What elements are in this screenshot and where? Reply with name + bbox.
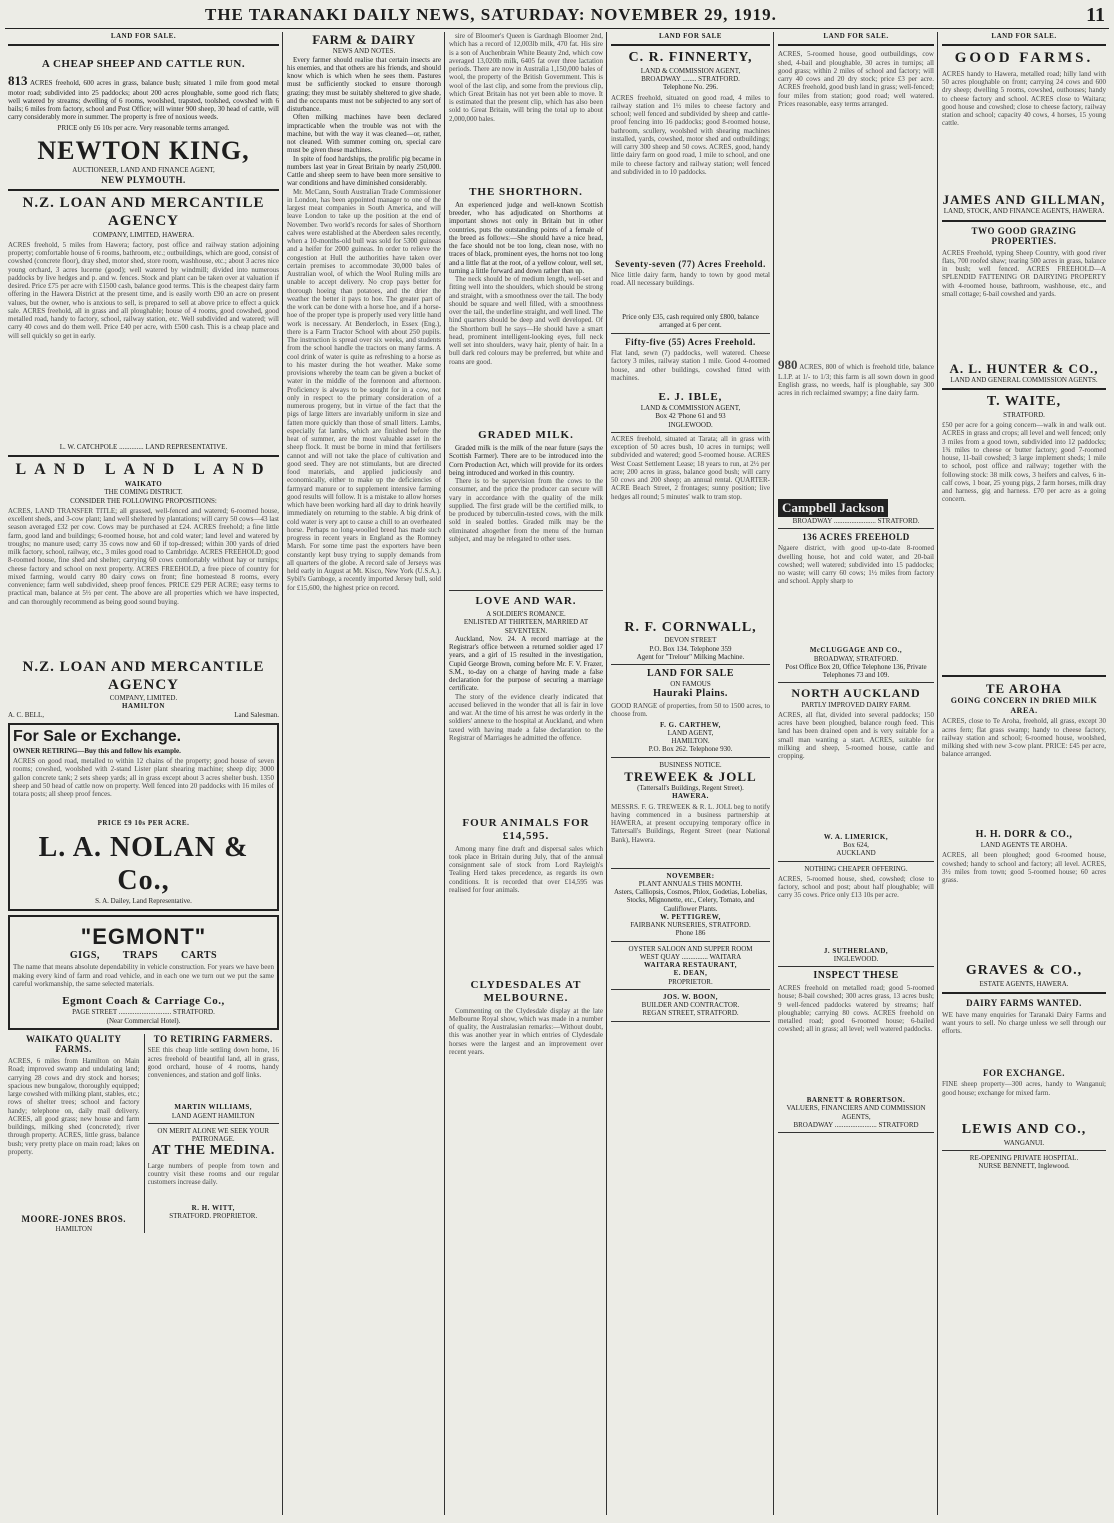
clydesdales-article: Commenting on the Clydesdale display at the late Melbourne Royal show, which was made in a number of quality, the Australasian remarks:—Without doubt, this was another year in which entries of Clydesdale horses were the largest and an improvement over recent years.: [449, 1006, 603, 1056]
for-exchange-body: FINE sheep property—300 acres, handy to Wanganui; good house; exchange for mixed farm.: [942, 1080, 1106, 1097]
col6-section: LAND FOR SALE.: [991, 32, 1057, 40]
treweek-ad: [611, 758, 770, 869]
column-3: [446, 32, 607, 1515]
cornwall-name: R. F. CORNWALL,: [624, 619, 757, 635]
trelour-agent: Agent for "Trelour" Milking Machine.: [636, 652, 745, 661]
column-4: [608, 32, 774, 1515]
barnett-name: BARNETT & ROBERTSON.: [806, 1096, 906, 1105]
te-aroha: TE AROHA: [985, 681, 1063, 697]
waite-town: STRATFORD.: [1003, 410, 1045, 419]
pettigrew-phone: Phone 186: [675, 929, 706, 938]
consider-label: CONSIDER THE FOLLOWING PROPOSITIONS:: [70, 496, 217, 505]
mclug-box: Post Office Box 20, Office Telephone 136, Private Telephones 73 and 109.: [785, 662, 927, 680]
nolan-name: L. A. NOLAN & Co.,: [38, 832, 249, 897]
dairy-wanted: DAIRY FARMS WANTED.: [966, 998, 1082, 1009]
finnerty-listings: ACRES freehold, situated on good road, 4 miles to railway station and 1½ miles to cheese factory and school; well fenced and subdivided by sheep and cattle-proof fencing into 16 paddocks; good 8-roomed house, bathroom, scullery, woolshed with shearing machines installed, yards, cowshed, motor shed and outbuildings; will carry 300 sheep and 50 cows. ACRES, good, handy little dairy farm on good road, 1 mile to school, and one mile to cheese factory and railway station; well fenced and subdivided in to 10 paddocks.: [611, 93, 770, 176]
te-aroha-body: ACRES, close to Te Aroha, freehold, all grass, except 30 acres fern; flat grass swamp; handy to cheese factory, railway station and school; 6-roomed house, woolshed, milking shed with new 3-cow plant. PRICE: £45 per acre, balance arranged.: [942, 717, 1106, 759]
ible-box: Box 42 'Phone 61 and 93: [655, 412, 726, 421]
to-farmers-heading: TO RETIRING FARMERS.: [153, 1033, 273, 1044]
ible-name: E. J. IBLE,: [658, 391, 723, 404]
seventy-seven-price: Price only £35, cash required only £800, balance arranged at 6 per cent.: [622, 313, 759, 330]
mclug-name: McCLUGGAGE AND CO.,: [809, 646, 903, 655]
inspect-these: INSPECT THESE: [813, 970, 899, 982]
dean-sub: PROPRIETOR.: [668, 977, 713, 986]
fifty-five-ad: [611, 334, 770, 433]
retiring-ad: [144, 1034, 280, 1233]
graded-milk-article: Graded milk is the milk of the near future (says the Scottish Farmer). There are to be introduced into the Corn Production Act, which will provide for its orders being introduced and worked in this country.: [449, 444, 603, 477]
mclug-ad: [778, 529, 934, 684]
seventy-seven-body: Nice little dairy farm, handy to town by good metal road. All necessary buildings.: [611, 271, 770, 288]
waikato-propositions: ACRES, LAND TRANSFER TITLE; all grassed, well-fenced and watered; 6-roomed house, excellent sheds, and 3-cow plant; land well sheltered by plantations; will carry 50 cows—43 last season averaged £32 per cow. Cows may be purchased at £24. ACRES freehold; a fine little farm, good land and buildings; 6-roomed house, hot and cold water; land level and watered by troughs; no manure used; carry 35 cows now and 60 if top-dressed; within 300 yards of dried milk factory, school, railway, etc., 3 miles good road to Cambridge. ACRES FREEHOLD; good 8-roomed house, fine shed and shelter; carrying 60 cows comfortably without hay or turnips; cheese factory and school on next property. ACRES FREEHOLD, a free piece of country for mixed farming, would carry 80 dairy cows on front; fine homestead 8 rooms, every convenience; farm well subdivided, sheep proof fences. PRICE £29 PER ACRE; easy terms to practical man, balance at 5½ per cent. The above are all properties which we have inspected, and can thoroughly recommend as being good sound buying.: [8, 506, 279, 606]
graded-milk-article-2: There is to be supervision from the cows to the consumer, and the price the producer can secure will vary in accordance with the quality of the milk supplied. The first grade will be the certified milk, to be produced by tuberculin-tested cows, with the milk sold in sealed bottles. Graded milk may be the eliminated altogether from the menu of the human subject, and may be relegated to other uses.: [449, 477, 603, 543]
annuals-list: Asters, Calliopsis, Cosmos, Phlox, Godetias, Lobelias, Stocks, Mignonette, etc., Celery, Tomato, and Cauliflower Plants.: [613, 888, 768, 913]
moore-jones: MOORE-JONES BROS.: [21, 1214, 126, 1225]
hawera-listings: ACRES freehold, 5 miles from Hawera; factory, post office and railway station adjoining property; comfortable house of 6 rooms, bathroom, etc.; outbuildings, which are good, consist of cowshed (concrete floor), dray shed, motor shed, store room, washhouse, etc.; about 3 acres nice young orchard, 3 acres lucerne (good); well watered by windmill; divided into numerous paddocks by live hedges and p. and w. fences. Stock and plant can be taken over at valuation if desired. Price £75 per acre with £1500 cash, balance good terms. This is the cheapest dairy farm offering in the Hawera District at the present time, and is easily worth £90 an acre on present values, but the owner, who is anxious to sell, is prepared to sell at above price to effect a quick sale. ACRES freehold, all in grass and all ploughable; house of 4 rooms, good cowshed, good metalled road, handy to factory, school, railway station, etc. Well subdivided and watered; will carry 40 cows and do them well. Price £40 per acre, with £500 cash. This is a cheap place and will sell quickly so get in early.: [8, 240, 279, 340]
pettigrew-ad: [611, 869, 770, 942]
cornwall-addr: DEVON STREET: [664, 636, 717, 645]
carthew-town: HAMILTON.: [671, 737, 710, 746]
good-farms-body: ACRES handy to Hawera, metalled road; hilly land with 50 acres ploughable on front; carrying 24 cows and 600 dry sheep; dwelling 5 rooms, cowshed, outhouses; handy to cheese factory and school. ACRES close to Waitara; good house and cowshed; close to cheese factory, railway station and school; capacity 40 cows, 4 horses, 15 young cattle.: [942, 69, 1106, 128]
farm-article-3: In spite of food hardships, the prolific pig became in numbers last year in Great Britain by nearly 250,000. Cattle and sheep seem to have been more sensitive to war conditions and have diminished considerably.: [287, 154, 441, 188]
james-sub: LAND, STOCK, AND FINANCE AGENTS, HAWERA.: [943, 207, 1105, 216]
moore-jones-sub: HAMILTON: [55, 1224, 93, 1233]
business-notice: BUSINESS NOTICE.: [659, 760, 722, 769]
seventy-seven-heading: Seventy-seven (77) Acres Freehold.: [615, 258, 766, 269]
to-farmers-body: SEE this cheap little settling down home, 16 acres freehold of beautiful land, all in grass, good orchard, house of 4 rooms, handy conveniences, and station and golf links.: [147, 1046, 279, 1080]
masthead-title: THE TARANAKI DAILY NEWS, SATURDAY: NOVEMBER 29, 1919.: [205, 5, 777, 24]
farm-dairy-heading: FARM & DAIRY: [312, 32, 416, 47]
news-notes-heading: NEWS AND NOTES.: [332, 47, 396, 56]
barnett-sub: VALUERS, FINANCIERS AND COMMISSION AGENTS,: [786, 1104, 926, 1121]
waikato-label: WAIKATO: [124, 480, 163, 489]
barnett-addr: BROADWAY ........................ STRATFORD: [793, 1120, 919, 1129]
sutherland-town: INGLEWOOD.: [833, 955, 879, 964]
oyster-ad: [611, 942, 770, 990]
witt-name: R. H. WITT,: [191, 1203, 235, 1212]
for-exchange: FOR EXCHANGE.: [982, 1067, 1065, 1078]
soldiers-romance: A SOLDIER'S ROMANCE.: [486, 610, 566, 619]
acres-136: 136 ACRES FREEHOLD: [802, 531, 910, 542]
finnerty-name: C. R. FINNERTY,: [628, 50, 753, 66]
waikato-farms-ad: [8, 1034, 140, 1233]
grazing-body: ACRES Freehold, typing Sheep Country, with good river flats, 700 roofed shaw; tearing 500 acres in grass, balance in bush; well fenced. ACRES FREEHOLD—A SPLENDID FATTENING OR DAIRYING PROPERTY with 4-roomed house, bathroom, washhouse, etc., and small cottage; 6-bail cowshed and yards.: [942, 248, 1106, 298]
waikato-farms-body: ACRES, 6 miles from Hamilton on Main Road; improved swamp and undulating land; carrying 28 cows and dry stock and horses; spacious new bungalow, thoroughly equipped; large cowshed with milking plant, stables, etc.; rows of shelter trees; school and factory handy; telephone on, daily mail delivery. ACRES, all good grass; new house and farm buildings, milking shed (concreted); river through property. ACRES, little grass, balance bush; very pretty place on main road; lakes on property.: [8, 1057, 140, 1156]
section-heading: LAND FOR SALE.: [110, 32, 177, 40]
run-heading: A CHEAP SHEEP AND CATTLE RUN.: [41, 58, 246, 71]
nz-loan2-heading: N.Z. LOAN AND MERCANTILE AGENCY: [22, 658, 265, 693]
boon-sub: BUILDER AND CONTRACTOR.: [641, 1001, 740, 1010]
hunter-sub: LAND AND GENERAL COMMISSION AGENTS.: [950, 376, 1098, 385]
egmont-body: The name that means absolute dependability in vehicle construction. For years we have been making every kind of farm and road vehicle, and in each one we turn out we put the same careful workmanship, the same selected materials.: [13, 963, 274, 988]
plant-annuals: PLANT ANNUALS THIS MONTH.: [638, 879, 743, 888]
medina-body: Large numbers of people from town and country visit these rooms and our regular customers increase daily.: [147, 1161, 279, 1187]
egmont-firm: Egmont Coach & Carriage Co.,: [62, 995, 225, 1008]
land-heading: LAND LAND LAND: [15, 461, 272, 479]
run-listing: 813 ACRES freehold, 600 acres in grass, balance bush; situated 1 mile from good metal motor road; subdivided into 25 paddocks; about 200 acres ploughable, some good rich flats; well watered by streams; dwelling of 6 rooms, woolshed, trapsted, toolshed, cowshed with 6 bails; 6 miles from factory, school and Post Office; will winter 900 sheep, 30 head of cattle, will carry considerably more in summer. The property is free of noxious weeds.: [8, 73, 279, 122]
run-price: PRICE only £6 10s per acre. Very reasonable terms arranged.: [57, 123, 230, 132]
nolan-sub: S. A. Dailey, Land Representative.: [95, 897, 192, 906]
love-war-article: Auckland, Nov. 24. A record marriage at the Registrar's office between a returned soldier aged 17 years, and a girl of 15 resulted in the investigation, Cupid George Brown, coming before Mr. F. V. Frazer, S.M., to-day on a charge of having made a false declaration for the purpose of securing a marriage certificate.: [449, 634, 603, 693]
newton-king-name: NEWTON KING,: [37, 135, 250, 165]
for-sale-heading: For Sale or Exchange.: [13, 727, 182, 745]
witt-sub: STRATFORD. PROPRIETOR.: [169, 1212, 258, 1221]
on-famous: ON FAMOUS: [670, 680, 711, 689]
graded-milk-heading: GRADED MILK.: [478, 429, 574, 442]
for-sale-body: ACRES on good road, metalled to within 12 chains of the property; good house of seven rooms; cowshed, woolshed with 2-stand Lister plant shearing machine; sheep dip; 3000 gallon concrete tank; 2 sets sheep yards; all in grass except about 3 acres shelter bush. 1350 sheep and 50 head of cattle now on property. Well fenced into 20 paddocks with 16 miles of totara posts; all sheep proof fences.: [13, 757, 274, 799]
pettigrew-name: W. PETTIGREW,: [660, 912, 721, 921]
inspect-body: ACRES freehold on metalled road; good 5-roomed house; 8-bail cowshed; 300 acres grass, 13 acres bush; 9 well-fenced paddocks watered by streams; half ploughable; carrying 80 cows. ACRES freehold on metalled road; good 6-roomed house; 6-bailed cowshed; all in grass; all level; well watered paddocks.: [778, 984, 934, 1034]
nurse-bennett: NURSE BENNETT, Inglewood.: [978, 1162, 1070, 1171]
fifty-five-heading: Fifty-five (55) Acres Freehold.: [625, 336, 756, 347]
campbell-addr: BROADWAY ........................ STRATFORD.: [792, 516, 920, 525]
lewis-name: LEWIS AND CO.,: [961, 1122, 1087, 1138]
waikato-farms-heading: WAIKATO QUALITY FARMS.: [26, 1033, 122, 1055]
inspect-ad: [778, 967, 934, 1133]
cornwall-box: P.O. Box 134. Telephone 359: [649, 644, 732, 653]
dorr-sub: LAND AGENTS TE AROHA.: [980, 841, 1068, 850]
dairy-wanted-body: WE have many enquiries for Taranaki Dairy Farms and want yours to sell. No charge unless we sell through our efforts.: [942, 1010, 1106, 1036]
shorthorn-article: An experienced judge and well-known Scottish breeder, who has adjudicated on Shorthorns at important shows not only in Britain but in other countries, puts the outstanding points of a female of the breed as follows:—She should have a nice head, the face should not be too long, clean nose, with no traces of black, prominent eyes, the horns not too long and a little flat at the root, of a yellow colour, well set, turning a little forward and down rather than up.: [449, 200, 603, 275]
carthew-box: P.O. Box 262. Telephone 930.: [648, 745, 733, 754]
sutherland-name: J. SUTHERLAND,: [823, 946, 889, 955]
cornwall-ad: [611, 617, 770, 665]
hauraki-plains: Hauraki Plains.: [653, 688, 728, 700]
bloomers-article: sire of Bloomer's Queen is Gardnagh Bloomer 2nd, which has a record of 12,003lb milk, 470 fat. His sire is a son of Auchenbrain White Beauty 2nd, which cow averaged 13,020lb milk, 6405 fat over three lactation periods. There are now in Australia 1,150,000 bales of wool, the property of the British Government. This is wool of the last clip, and some from the previous clip, which Great Britain has not yet been able to move. It is estimated that the present clip, which has also been sold to Great Britain, will bring the total up to about 2,000,000 bales.: [449, 32, 603, 123]
sutherland-body: ACRES, 5-roomed house, shed, cowshed; close to factory, school and post; about half ploughable; will carry 35 cows. Price only £13 10s per acre.: [778, 874, 934, 900]
ible-listings: ACRES freehold, situated at Tarata; all in grass with exception of 50 acres bush, 10 acres in turnips; well subdivided and watered; good 5-roomed house. ACRES West Coast Settlement Lease; 18 years to run, at 2½ per acre; 200 acres in grass, balance good bush; will carry 50 cows and 200 sheep; an annual rental. QUARTER-ACRE Beach Street, 2 frontages; sunny position; live hedges all round; 5 minutes' walk to tram stop.: [611, 434, 770, 501]
grazing-heading: TWO GOOD GRAZING PROPERTIES.: [971, 225, 1077, 247]
lewis-town: WANGANUI.: [1003, 1138, 1045, 1147]
col4-section: LAND FOR SALE: [659, 32, 722, 40]
egmont-street: PAGE STREET .............................. STRATFORD.: [72, 1008, 215, 1017]
medina-tagline: ON MERIT ALONE WE SEEK YOUR PATRONAGE.: [157, 1126, 270, 1144]
column-1: [5, 32, 283, 1515]
mclug-addr: BROADWAY, STRATFORD.: [813, 654, 899, 663]
treweek-town: HAWERA.: [672, 792, 709, 801]
ible-town: INGLEWOOD.: [668, 420, 713, 429]
graves-name: GRAVES & CO.,: [965, 963, 1083, 979]
medina-heading: AT THE MEDINA.: [151, 1143, 275, 1159]
treweek-sub: (Tattersall's Buildings, Regent Street).: [637, 784, 744, 793]
column-5: [775, 32, 938, 1515]
shorthorn-heading: THE SHORTHORN.: [469, 186, 583, 198]
limerick-name: W. A. LIMERICK,: [823, 832, 889, 841]
column-2: [284, 32, 445, 1515]
oyster-saloon: OYSTER SALOON AND SUPPER ROOM: [628, 944, 753, 953]
hamilton-signature: A. C. BELL, Land Salesman.: [8, 710, 279, 719]
farm-article-filler: Mr. McCann, South Australian Trade Commissioner in London, has been appointed manager to one of the largest meat companies in South America, and will leave London to take up the position at the end of November. Two world's records for sales of Shorthorn calves were established at the Aberdeen sales recently, when a 10-months-old bull was sold for 5300 guineas and a heifer for 2000 guineas. In order to relieve the congestion at Hull the authorities have taken over certain premises to accommodate 30,000 bales of Australian wool, of which the Wool Ruling mills are unable to accept delivery. No crop pays better for thorough hoeing than potatoes, and the drier the weather the better it pays to hoe. The greater part of the work can be done with a horse hoe, and if a horse-hoe of the proper type is properly used very little hand work is necessary. At Benderloch, in Essex (Eng.), there is a Farm Tractor School with about 250 pupils. The instruction is spread over six weeks, and students from the school handle the tractors on many farms. A cool drink of water is quite as refreshing to a horse as to his master during the hot weather. Make some provisions whereby the team can be given a bucket of water in the middle of the forenoon and afternoon. Proficiency is always to be sought for in a cow, not only in respect to the primary consideration of a numerous progeny, but in virtue of the fact that the pigs of large litters are invariably uniform in size and fatten more quickly than those of small litters. Lambs, especially fat lambs, which are finished before the heat of summer, are the most valuable asset in the sheep flock. It must be borne in mind that fertilisers cannot and will not take the place of cultivation and good seed. They are not stimulants, but are directed food materials, and applied judiciously and economically, either to make up the deficiencies of farmyard manure or to supplement intensive farming good results will follow. It is a mistake to allow horses which have been working hard all day to drink heavily immediately on returning to the stable. A big drink of cold water is very apt to cause a chill to an overheated horse. Perhaps no long-woolled breed has made such progress in recent years in England as the Romney Marsh. For some time past the exporters have been constantly kept busy trying to supply demands from all quarters of the globe. A record sale of Jerseys was held early in August at Mt. Kisco, New York (U.S.A.). Sybil's Gamboge, a recently imported Jersey bull, sold for £15,600, the highest price on record.: [287, 187, 441, 592]
page-number: 11: [1086, 4, 1105, 26]
price-line: PRICE £9 10s PER ACRE.: [97, 819, 190, 828]
col5-section: LAND FOR SALE.: [823, 32, 889, 40]
newspaper-page: [5, 4, 1109, 1515]
for-sale-box: [8, 723, 279, 911]
north-auckland-body: ACRES, all flat, divided into several paddocks; 150 acres have been ploughed, balance rough feed. This land has been drained open and is very suitable for a small man wanting a start. ACRES, suitable for milking and sheep, 5-roomed house, cattle and cropping.: [778, 710, 934, 761]
dean-name: E. DEAN,: [673, 969, 708, 978]
hunter-name: A. L. HUNTER & CO.,: [949, 360, 1099, 376]
oyster-addr: WEST QUAY ............... WAITARA: [639, 952, 742, 961]
james-gillman: JAMES AND GILLMAN,: [942, 191, 1106, 207]
finnerty-sub: LAND & COMMISSION AGENT,: [640, 66, 741, 75]
bottom-ads: [8, 1034, 279, 1233]
masthead: [5, 4, 1109, 29]
four-animals-heading: FOUR ANIMALS FOR £14,595.: [462, 816, 590, 842]
four-animals-article: Among many fine draft and dispersal sales which took place in Britain during July, that of the annual consignment sale of stock from Lord Rayleigh's Tealing Herd takes precedence, as regards its own conditions. It is recorded that over £14,595 was realised for four animals.: [449, 844, 603, 894]
campbell-jackson: Campbell Jackson: [778, 499, 888, 516]
ible-sub: LAND & COMMISSION AGENT,: [640, 404, 741, 413]
dorr-body: ACRES, all been ploughed; good 6-roomed house, cowshed; handy to school and factory; all level. ACRES, 3½ miles from town; good 5-roomed house; 60 acres grass.: [942, 851, 1106, 885]
treweek-body: MESSRS. F. G. TREWEEK & R. L. JOLL beg to notify having commenced in a business partnership at HAWERA, at present occupying temporary office in Tattersall's Buildings, Regent Street (near National Bank), Hawera.: [611, 802, 770, 844]
seventy-seven-ad: [611, 256, 770, 334]
hauraki-body: GOOD RANGE of properties, from 50 to 1500 acres, to choose from.: [611, 702, 770, 719]
nz-loan-heading: N.Z. LOAN AND MERCANTILE AGENCY: [22, 195, 265, 230]
boon-ad: [611, 990, 770, 1022]
pettigrew-sub: FAIRBANK NURSERIES, STRATFORD.: [630, 921, 751, 930]
treweek-name: TREWEEK & JOLL: [624, 768, 757, 784]
land-for-sale-hauraki: LAND FOR SALE: [646, 668, 735, 680]
hauraki-ad: [611, 665, 770, 757]
egmont-near: (Near Commercial Hotel).: [106, 1016, 181, 1025]
boon-addr: REGAN STREET, STRATFORD.: [642, 1009, 739, 1018]
finnerty-addr: BROADWAY ........ STRATFORD.: [641, 75, 740, 84]
newton-king-town: NEW PLYMOUTH.: [101, 174, 186, 185]
shorthorn-article-2: The neck should be of medium length, well-set and fitting well into the shoulders, which should be strong and straight, with a smoothness over the tail. The body should be square and well filled, with a smoothness over the tail, the underline straight, and well lined. The hind quarters should be deep and well developed. Of the Shorthorn bull he says—He should have a smart head, prominent intelligent-looking eyes, full neck well set into shoulders, wavy hair, plenty of hair. In a bull dark red colours may be preferred, but white and roans are good.: [449, 275, 603, 366]
hamilton-label: HAMILTON: [122, 702, 165, 711]
egmont-box: [8, 915, 279, 1030]
north-auckland: NORTH AUCKLAND: [791, 686, 921, 701]
love-war-article-2: The story of the evidence clearly indicated that accused believed in the wonder that all is fair in love and war. At the time of his arrest he was orderly in the soldiers' annexe to the hospital at Auckland, and when taxed with having made a false declaration to the Registrar of Marriages he admitted the offence.: [449, 692, 603, 742]
campbell-ad: [778, 352, 934, 529]
dorr-name: H. H. DORR & CO.,: [975, 829, 1073, 841]
limerick-town: AUCKLAND: [836, 849, 876, 858]
boon-name: JOS. W. BOON,: [663, 992, 718, 1001]
partly-improved: PARTLY IMPROVED DAIRY FARM.: [801, 700, 911, 709]
nothing-cheaper: NOTHING CHEAPER OFFERING.: [804, 864, 908, 873]
column-6: [939, 32, 1109, 1515]
waite-name: T. WAITE,: [986, 394, 1062, 410]
nz-loan2-sub: COMPANY, LIMITED.: [109, 694, 178, 703]
owner-retiring: OWNER RETIRING—Buy this and follow his example.: [13, 746, 181, 755]
going-concern: GOING CONCERN IN DRIED MILK AREA.: [950, 696, 1098, 715]
mclug-body: Ngaere district, with good up-to-date 8-roomed dwelling house, hot and cold water, and 20-bail cowshed; well watered; subdivided into 15 paddocks; no waste; will carry 60 cows; 1½ miles from factory and school. Apply sharp to: [778, 544, 934, 586]
fifty-five-body: Flat land, sewn (7) paddocks, well watered. Cheese factory 3 miles, railway station 1 mile. Good 4-roomed house, and other buildings, cowshed fitted with machines.: [611, 349, 770, 382]
enlisted-line: ENLISTED AT THIRTEEN, MARRIED AT SEVENTEEN.: [463, 618, 589, 635]
november-heading: NOVEMBER:: [666, 871, 715, 880]
egmont-heading: "EGMONT": [80, 923, 207, 949]
finnerty-tel: Telephone No. 296.: [662, 83, 719, 92]
nz-loan-sub: COMPANY, LIMITED, HAWERA.: [92, 230, 195, 239]
martin-sub: LAND AGENT HAMILTON: [171, 1111, 255, 1120]
coming-district: THE COMING DISTRICT.: [104, 488, 183, 497]
limerick-box: Box 624,: [843, 841, 869, 850]
egmont-items: GIGS, TRAPS CARTS: [69, 949, 218, 961]
clydesdales-heading: CLYDESDALES AT MELBOURNE.: [470, 978, 582, 1004]
col5-listings-1: ACRES, 5-roomed house, good outbuildings, cow shed, 4-bail and ploughable, 30 acres in turnips; all good grass; within 2 miles of school and factory; will carry 40 cows and 20 dry stock; price £3 per acre. ACRES freehold, good bush land in grass; well-fenced; four miles from station; good road; well watered. Prices reasonable, easy terms arranged.: [778, 50, 934, 108]
waitara-restaurant: WAITARA RESTAURANT,: [643, 961, 738, 970]
carthew-name: F. G. CARTHEW,: [660, 720, 721, 729]
campbell-body: 980 ACRES, 800 of which is freehold title, balance L.I.P. at 1/- to 1/3; this farm is all sown down in good English grass, no weeds, half is ploughable, say 300 acres in rich reclaimed swampy; a fine dairy farm.: [778, 357, 934, 398]
farm-article-2: Often milking machines have been declared impracticable when the trouble was not with the machine, but with the way it was cleaned—or, rather, not cleaned. With summer coming on, special care must be given these machines.: [287, 113, 441, 155]
newton-king-sub: AUCTIONEER, LAND AND FINANCE AGENT,: [72, 166, 215, 175]
farm-article-1: Every farmer should realise that certain insects are his enemies, and that others are his friends, and should know which is which when he sees them. Pastures must be sufficiently stocked to ensure thorough grazing; they must be suitably sheltered to give shade, and the occupants must not be subjected to any sort of disturbance.: [287, 55, 441, 114]
waite-body: £50 per acre for a going concern—walk in and walk out. ACRES in grass and crops; all level and well fenced; only 3 miles from a good town, subdivided into 12 paddocks; 1¾ miles to cheese or butter factory; good 7-roomed house, 11-bail cowshed; 3 large implement sheds; 1 mile to school, post office and railway; together with the following stock: 38 milk cows, 3 heifers and calves, 6 in-calf cows, 1 boar, 25 young pigs, 2 farm horses, milk dray and harness, gig and harness. £70 per acre as a going concern.: [942, 421, 1106, 504]
martin-williams: MARTIN WILLIAMS,: [174, 1103, 253, 1112]
graves-sub: ESTATE AGENTS, HAWERA.: [979, 979, 1069, 988]
hawera-signature: L. W. CATCHPOLE .............. LAND REPRESENTATIVE.: [59, 442, 228, 451]
sutherland-ad: [778, 862, 934, 968]
north-auckland-ad: [778, 683, 934, 861]
private-hospital: RE-OPENING PRIVATE HOSPITAL.: [969, 1154, 1079, 1163]
love-war-heading: LOVE AND WAR.: [475, 595, 577, 608]
carthew-sub: LAND AGENT,: [667, 728, 714, 737]
good-farms: GOOD FARMS.: [954, 50, 1094, 67]
